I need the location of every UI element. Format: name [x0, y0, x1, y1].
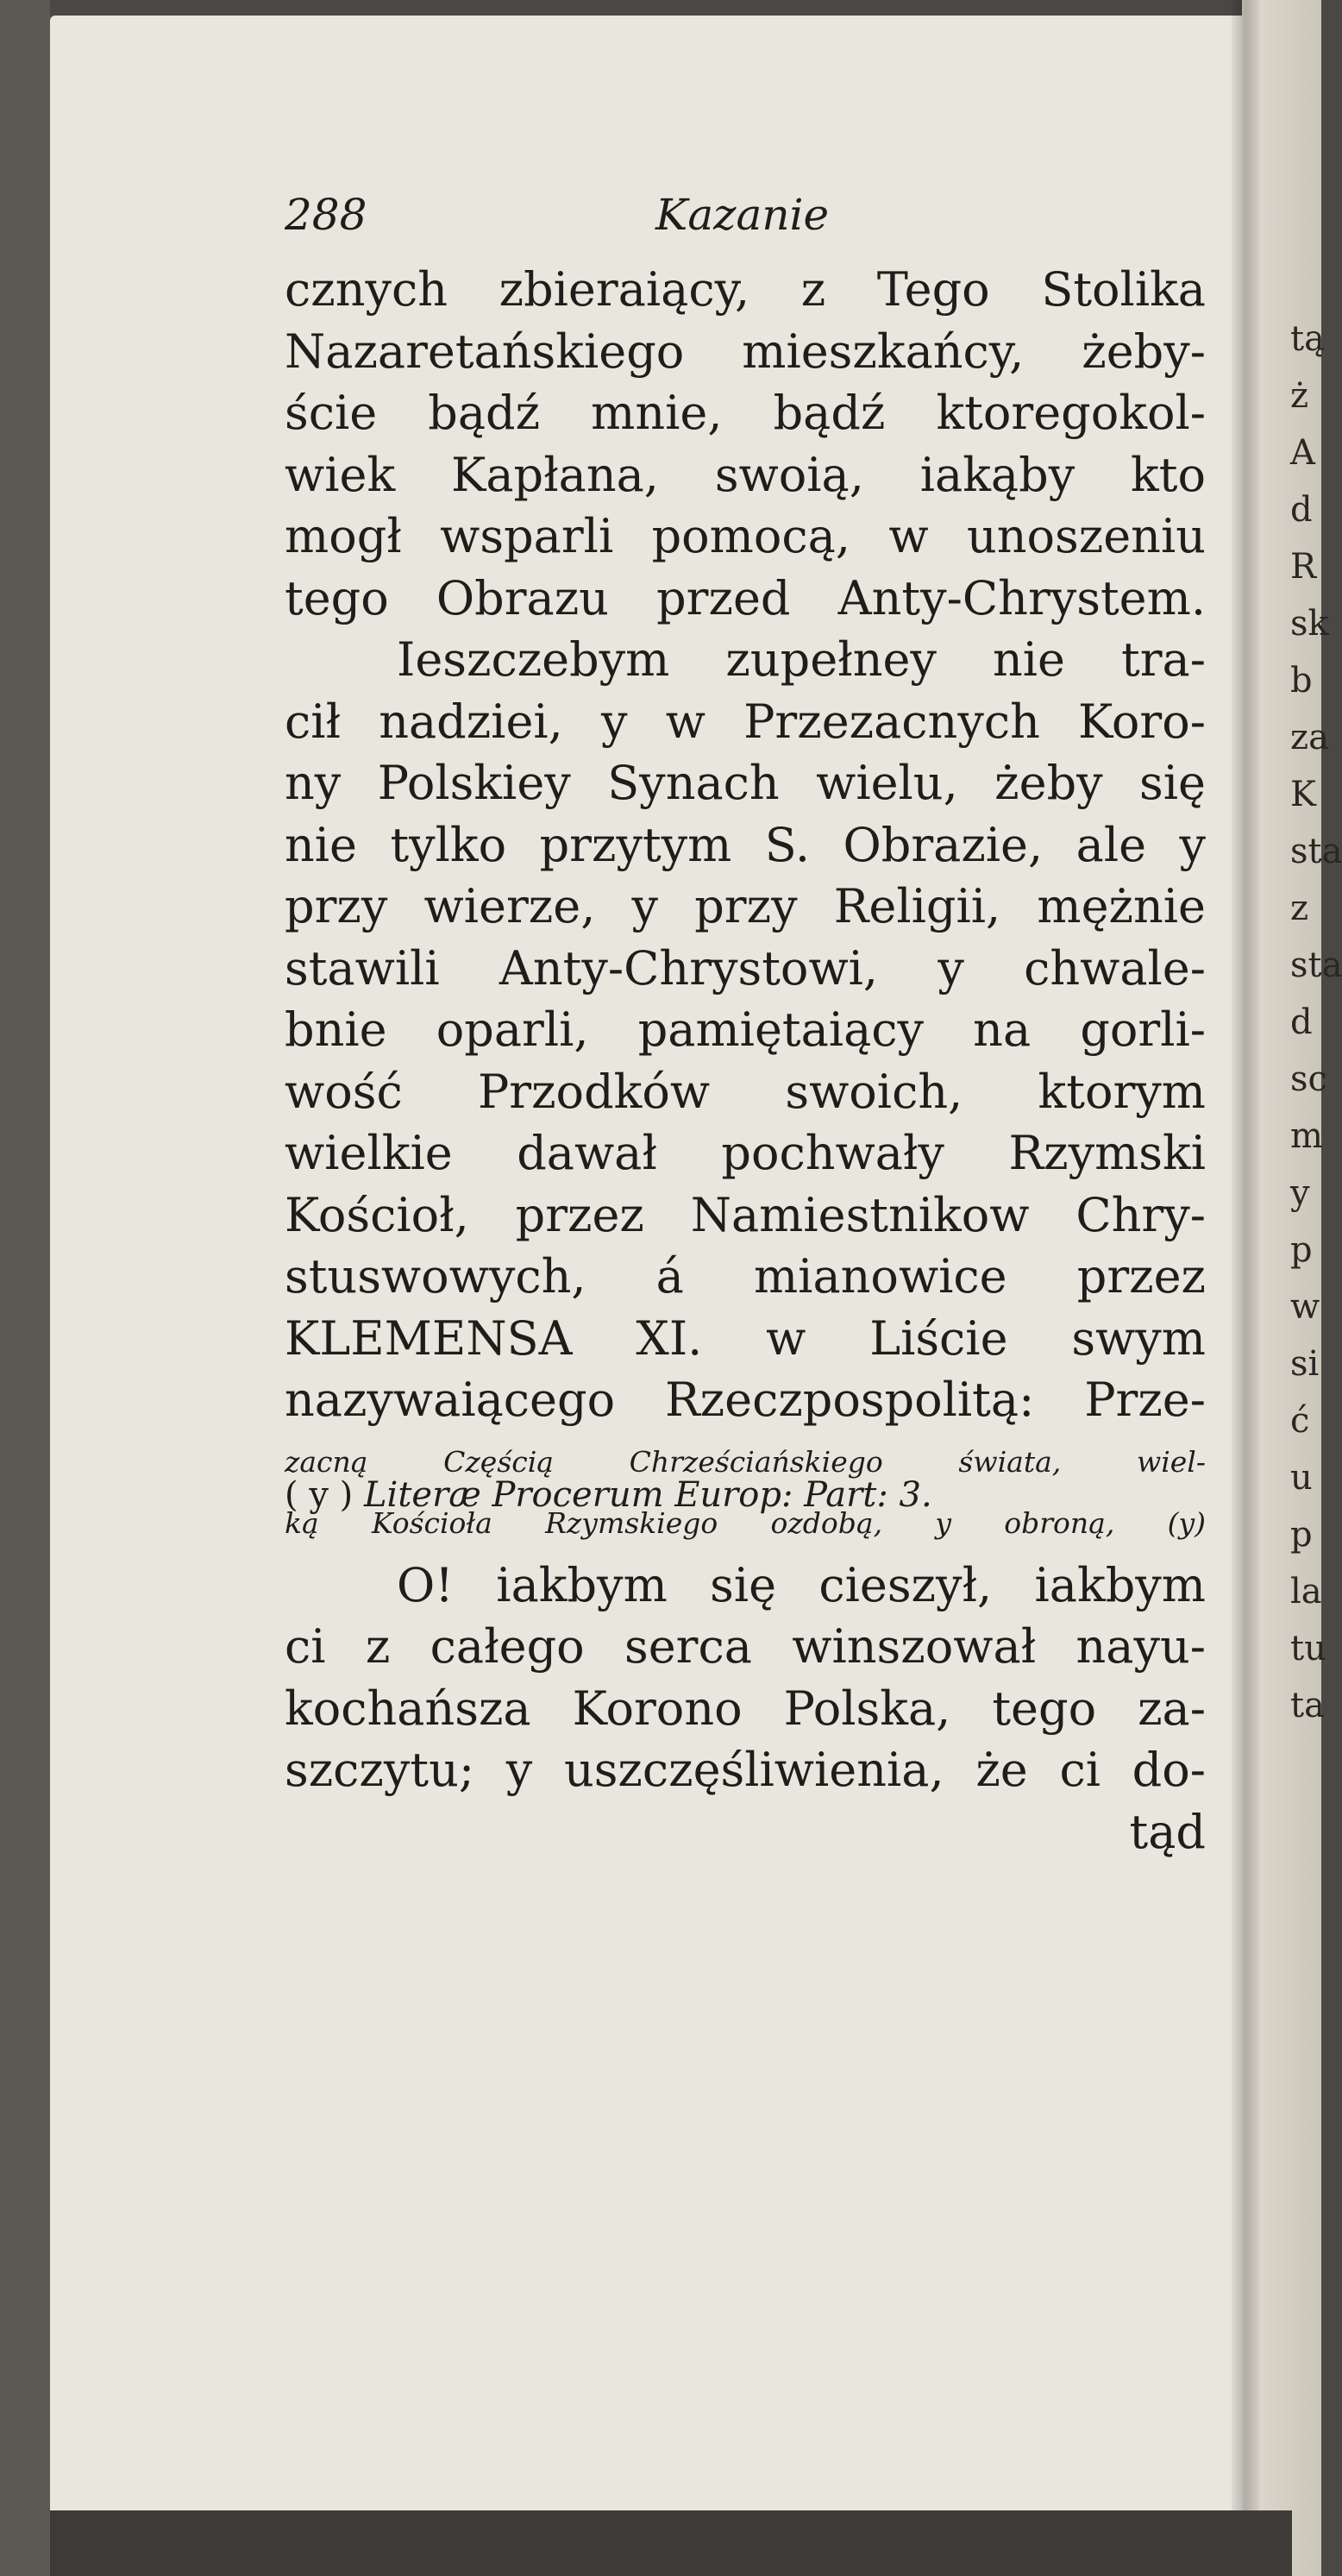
- next-page-fragment: R: [1290, 547, 1317, 587]
- text-line: mogł wsparli pomocą, w unoszeniu: [285, 509, 1206, 563]
- next-page-fragment: z: [1290, 889, 1309, 928]
- next-page-fragment: p: [1290, 1515, 1313, 1555]
- next-page-fragment: ta: [1290, 1686, 1325, 1725]
- next-page-fragment: y: [1290, 1173, 1310, 1213]
- book-gutter: [1232, 0, 1259, 2576]
- scan-background-left: [0, 0, 50, 2576]
- text-line: tąd: [1129, 1804, 1206, 1859]
- text-line: ci z całego serca winszował nayu-: [285, 1619, 1206, 1674]
- page-number: 288: [285, 190, 367, 240]
- next-page-fragment: za: [1290, 718, 1329, 757]
- next-page-fragment: sta: [1290, 832, 1342, 871]
- next-page-fragment: sta: [1290, 946, 1342, 985]
- text-line: tego Obrazu przed Anty-Chrystem.: [285, 570, 1206, 625]
- next-page-fragment: la: [1290, 1572, 1322, 1612]
- next-page-fragment: b: [1290, 661, 1313, 701]
- next-page-fragment: A: [1290, 433, 1315, 473]
- footnote: [285, 1475, 1206, 1515]
- next-page-margin-text: [1290, 311, 1342, 1734]
- scan-background-bottom: [50, 2510, 1292, 2576]
- text-line: szczytu; y uszczęśliwienia, że ci do-: [285, 1743, 1206, 1797]
- text-line: przy wierze, y przy Religii, mężnie: [285, 879, 1206, 933]
- running-header: [285, 190, 1199, 259]
- running-title: Kazanie: [655, 190, 830, 240]
- footnote-text: Literæ Procerum Europ: Part: 3.: [363, 1475, 932, 1515]
- next-page-fragment: m: [1290, 1116, 1323, 1156]
- next-page-fragment: K: [1290, 775, 1316, 814]
- text-line: bnie oparli, pamiętaiący na gorli-: [285, 1002, 1206, 1057]
- text-line: nazywaiącego Rzeczpospolitą: Prze-: [285, 1373, 1206, 1427]
- text-line: wość Przodków swoich, ktorym: [285, 1064, 1206, 1119]
- text-line: Nazaretańskiego mieszkańcy, żeby-: [285, 324, 1206, 379]
- text-line: stawili Anty-Chrystowi, y chwale-: [285, 940, 1206, 996]
- text-line: stuswowych, á mianowice przez: [285, 1249, 1206, 1304]
- next-page-fragment: sk: [1290, 604, 1329, 644]
- text-line: ście bądź mnie, bądź ktoregokol-: [285, 386, 1206, 440]
- text-line: Kościoł, przez Namiestnikow Chry-: [285, 1187, 1206, 1242]
- next-page-fragment: u: [1290, 1458, 1313, 1498]
- next-page-fragment: w: [1290, 1287, 1320, 1327]
- next-page-fragment: si: [1290, 1344, 1320, 1384]
- next-page-fragment: p: [1290, 1230, 1313, 1270]
- next-page-fragment: tu: [1290, 1629, 1326, 1668]
- next-page-fragment: d: [1290, 490, 1313, 530]
- text-line: wielkie dawał pochwały Rzymski: [285, 1126, 1206, 1180]
- next-page-fragment: ż: [1290, 376, 1309, 416]
- text-line: ką Kościoła Rzymskiego ozdobą, y obroną, (y): [285, 1506, 1206, 1540]
- footnote-mark: ( y ): [285, 1475, 354, 1515]
- next-page-fragment: sc: [1290, 1059, 1327, 1099]
- text-line: cił nadziei, y w Przezacnych Koro-: [285, 694, 1206, 749]
- text-line: nie tylko przytym S. Obrazie, ale y: [285, 817, 1206, 872]
- text-line: kochańsza Korono Polska, tego za-: [285, 1681, 1206, 1736]
- text-line: O! iakbym się cieszył, iakbym: [397, 1557, 1206, 1612]
- text-line: wiek Kapłana, swoią, iakąby kto: [285, 447, 1206, 502]
- next-page-fragment: ć: [1290, 1401, 1310, 1441]
- next-page-fragment: tą: [1290, 319, 1325, 359]
- text-line: cznych zbieraiący, z Tego Stolika: [285, 262, 1206, 317]
- text-line: KLEMENSA XI. w Liście swym: [285, 1310, 1206, 1366]
- text-line: Ieszczebym zupełney nie tra-: [397, 632, 1206, 687]
- text-line: zacną Częścią Chrześciańskiego świata, wiel-: [285, 1444, 1206, 1479]
- next-page-fragment: d: [1290, 1002, 1313, 1042]
- body-text: [285, 259, 1206, 1863]
- text-line: ny Polskiey Synach wielu, żeby się: [285, 756, 1206, 810]
